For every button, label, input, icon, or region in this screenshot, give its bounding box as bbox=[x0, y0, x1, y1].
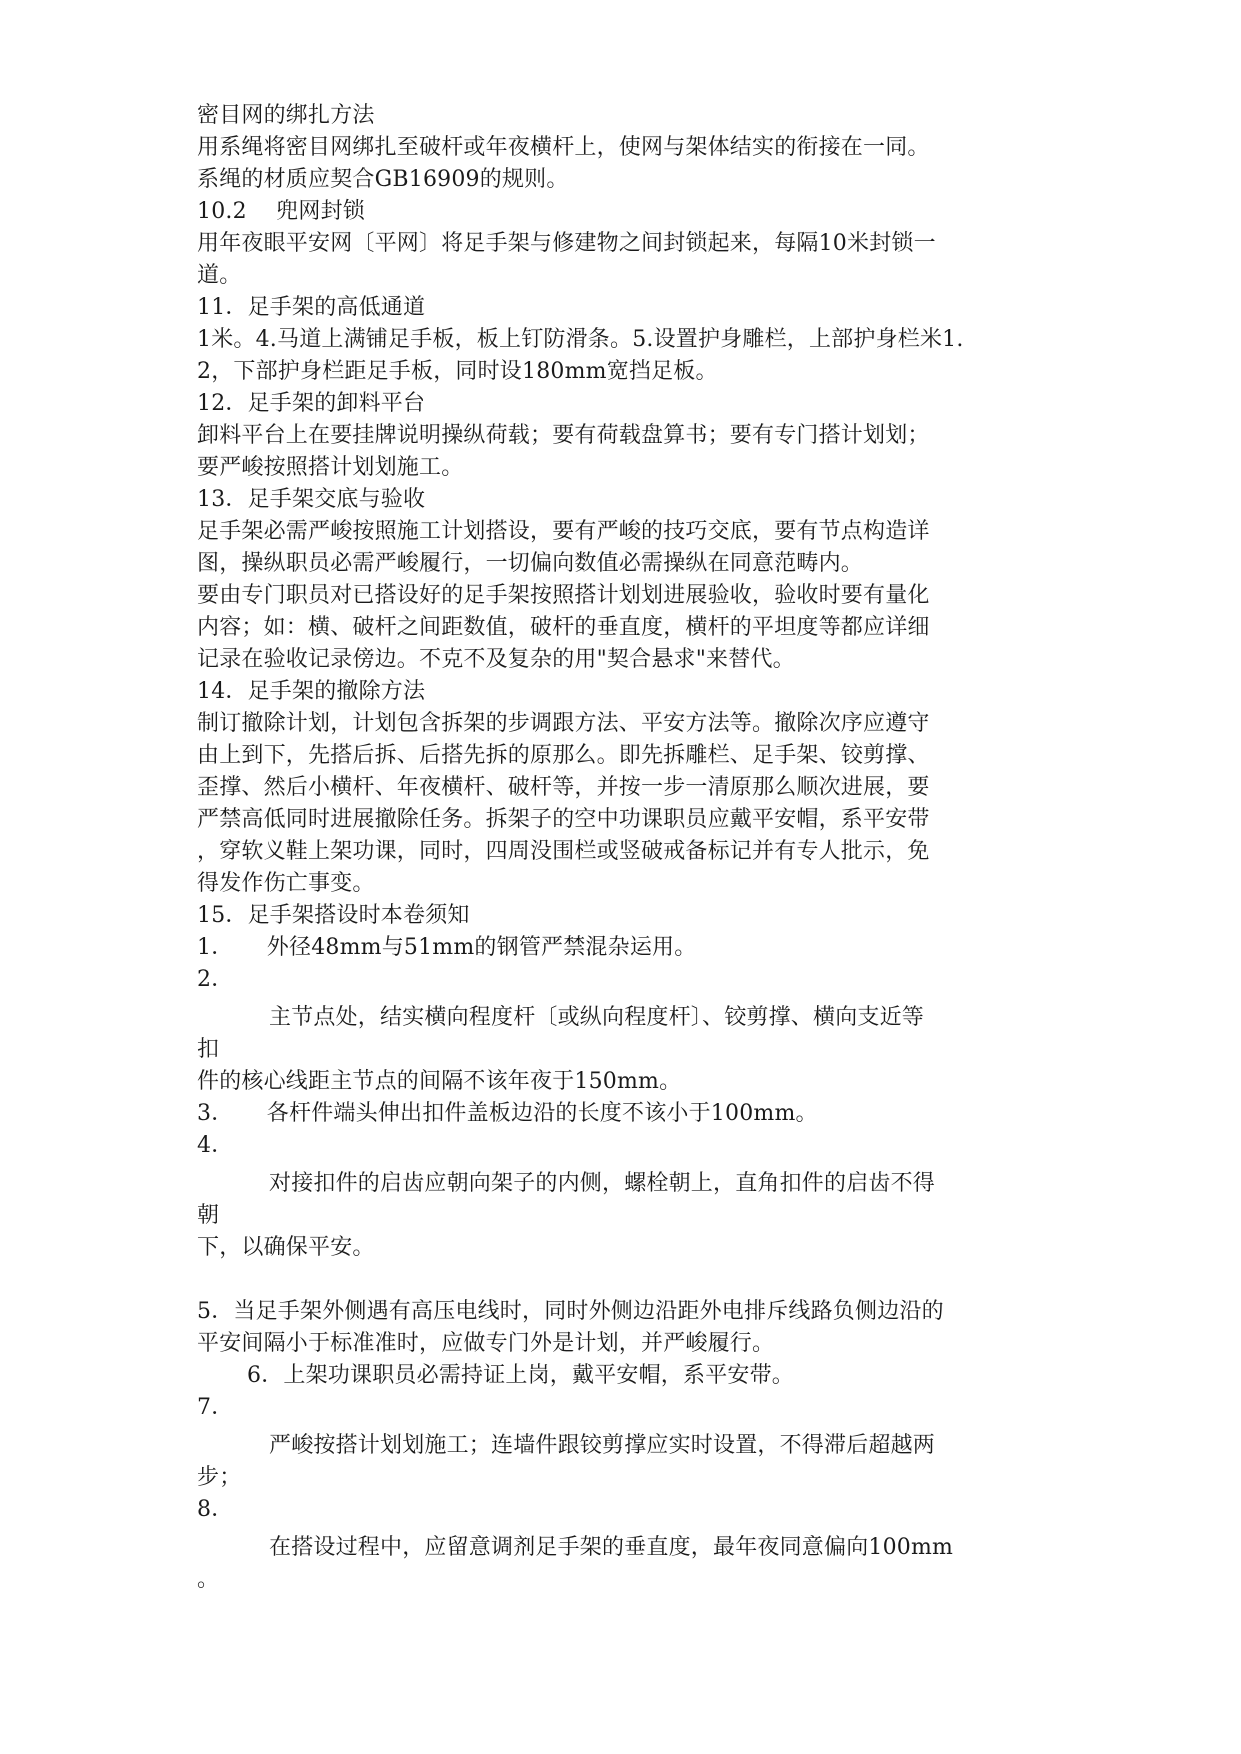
text-line: 下，以确保平安。 bbox=[197, 1235, 375, 1260]
text-line: 主节点处，结实横向程度杆〔或纵向程度杆〕、铰剪撑、横向支近等 bbox=[269, 1005, 925, 1030]
text-line: 严禁高低同时进展撤除任务。拆架子的空中功课职员应戴平安帽，系平安带 bbox=[197, 807, 930, 832]
text-line: 由上到下，先搭后拆、后搭先拆的原那么。即先拆雕栏、足手架、铰剪撑、 bbox=[197, 743, 930, 768]
text-line: 平安间隔小于标准准时，应做专门外是计划，并严峻履行。 bbox=[197, 1331, 775, 1356]
text-line: 要严峻按照搭计划划施工。 bbox=[197, 455, 464, 480]
text-line: 2． bbox=[197, 967, 234, 992]
text-line: 在搭设过程中，应留意调剂足手架的垂直度，最年夜同意偏向100mm bbox=[269, 1535, 954, 1560]
text-line: 2，下部护身栏距足手板，同时设180mm宽挡足板。 bbox=[197, 359, 718, 384]
text-line: 6．上架功课职员必需持证上岗，戴平安帽，系平安带。 bbox=[247, 1363, 794, 1388]
text-line: 内容；如：横、破杆之间距数值，破杆的垂直度，横杆的平坦度等都应详细 bbox=[197, 615, 930, 640]
text-line: 11．足手架的高低通道 bbox=[197, 295, 426, 320]
text-line: 图，操纵职员必需严峻履行，一切偏向数值必需操纵在同意范畴内。 bbox=[197, 551, 864, 576]
text-line: 1． 外径48mm与51mm的钢管严禁混杂运用。 bbox=[197, 935, 697, 960]
text-line: 8． bbox=[197, 1497, 234, 1522]
text-line: 用年夜眼平安网〔平网〕将足手架与修建物之间封锁起来，每隔10米封锁一 bbox=[197, 231, 936, 256]
text-line: 记录在验收记录傍边。不克不及复杂的用"契合悬求"来替代。 bbox=[197, 647, 795, 672]
text-line: 14．足手架的撤除方法 bbox=[197, 679, 426, 704]
text-line: 件的核心线距主节点的间隔不该年夜于150mm。 bbox=[197, 1069, 682, 1094]
text-line: 要由专门职员对已搭设好的足手架按照搭计划划进展验收，验收时要有量化 bbox=[197, 583, 930, 608]
text-line: 12．足手架的卸料平台 bbox=[197, 391, 426, 416]
text-line: ，穿软义鞋上架功课，同时，四周没围栏或竖破戒备标记并有专人批示，免 bbox=[197, 839, 930, 864]
text-line: 得发作伤亡事变。 bbox=[197, 871, 375, 896]
text-line: 用系绳将密目网绑扎至破杆或年夜横杆上，使网与架体结实的衔接在一同。 bbox=[197, 135, 930, 160]
text-line: 4． bbox=[197, 1133, 234, 1158]
text-line: 歪撑、然后小横杆、年夜横杆、破杆等，并按一步一清原那么顺次进展，要 bbox=[197, 775, 930, 800]
text-line: 15．足手架搭设时本卷须知 bbox=[197, 903, 470, 928]
text-line: 5．当足手架外侧遇有高压电线时，同时外侧边沿距外电排斥线路负侧边沿的 bbox=[197, 1299, 944, 1324]
text-line: 13．足手架交底与验收 bbox=[197, 487, 426, 512]
text-line: 对接扣件的启齿应朝向架子的内侧，螺栓朝上，直角扣件的启齿不得 bbox=[269, 1171, 936, 1196]
text-line: 严峻按搭计划划施工；连墙件跟铰剪撑应实时设置，不得滞后超越两 bbox=[269, 1433, 936, 1458]
text-line: 扣 bbox=[197, 1037, 220, 1062]
text-line: 密目网的绑扎方法 bbox=[197, 103, 375, 128]
text-line: 制订撤除计划，计划包含拆架的步调跟方法、平安方法等。撤除次序应遵守 bbox=[197, 711, 930, 736]
text-line: 朝 bbox=[197, 1203, 220, 1228]
text-line: 3． 各杆件端头伸出扣件盖板边沿的长度不该小于100mm。 bbox=[197, 1101, 818, 1126]
text-line: 7． bbox=[197, 1395, 234, 1420]
text-line: 足手架必需严峻按照施工计划搭设，要有严峻的技巧交底，要有节点构造详 bbox=[197, 519, 930, 544]
text-line: 。 bbox=[197, 1567, 220, 1592]
text-line: 10.2 兜网封锁 bbox=[197, 199, 365, 224]
text-line: 道。 bbox=[197, 263, 242, 288]
text-line: 步； bbox=[197, 1465, 242, 1490]
text-line: 卸料平台上在要挂牌说明操纵荷载；要有荷载盘算书；要有专门搭计划划； bbox=[197, 423, 930, 448]
text-line: 1米。4.马道上满铺足手板，板上钉防滑条。5.设置护身雕栏，上部护身栏米1. bbox=[197, 327, 964, 352]
text-line: 系绳的材质应契合GB16909的规则。 bbox=[197, 167, 569, 192]
